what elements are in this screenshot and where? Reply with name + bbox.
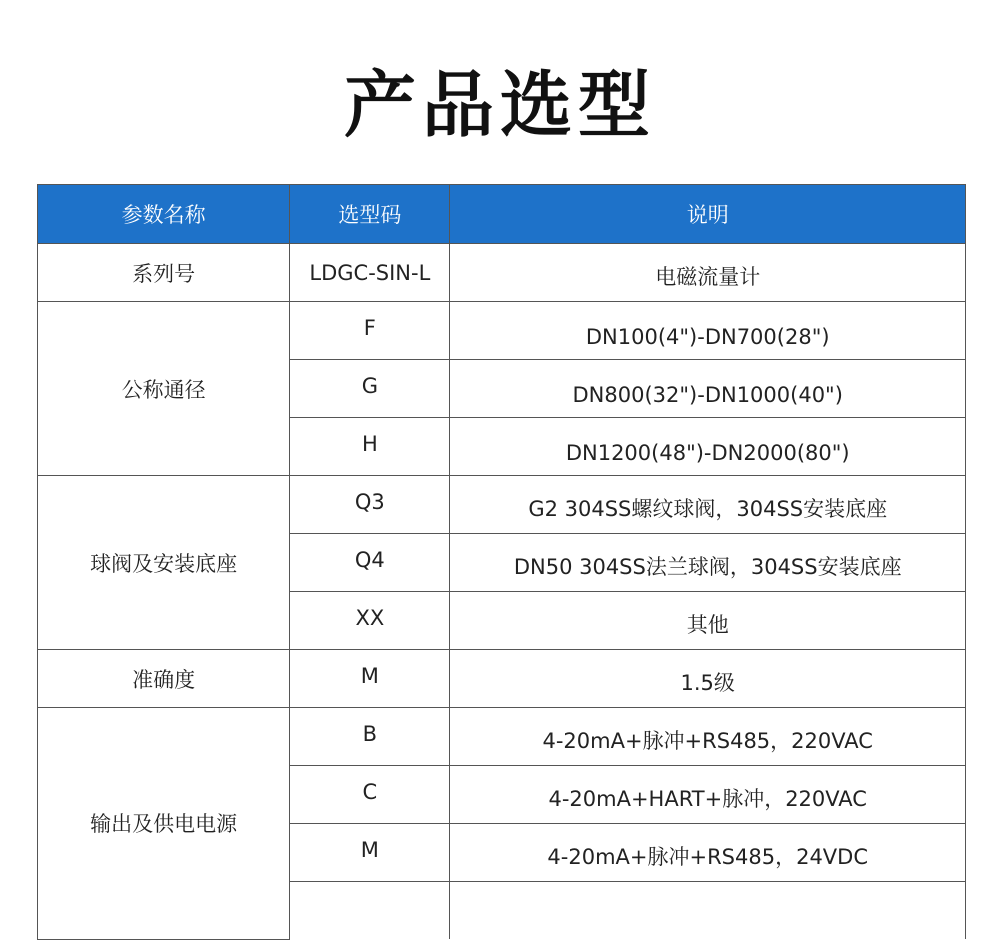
desc-cell: DN100(4")-DN700(28")	[450, 302, 966, 360]
code-cell	[290, 882, 450, 940]
code-cell: XX	[290, 592, 450, 650]
param-cell: 球阀及安装底座	[38, 476, 290, 650]
table-row	[38, 650, 966, 708]
header-param: 参数名称	[38, 185, 290, 244]
table-row	[38, 476, 966, 534]
desc-cell: 4-20mA+HART+脉冲，220VAC	[450, 766, 966, 824]
desc-cell: 4-20mA+脉冲+RS485，220VAC	[450, 708, 966, 766]
code-cell: H	[290, 418, 450, 476]
param-cell: 准确度	[38, 650, 290, 708]
desc-cell: 4-20mA+脉冲+RS485，24VDC	[450, 824, 966, 882]
desc-cell: 1.5级	[450, 650, 966, 708]
table-row	[38, 708, 966, 766]
desc-cell	[450, 882, 966, 940]
code-cell: F	[290, 302, 450, 360]
code-cell: Q3	[290, 476, 450, 534]
spec-table-container	[37, 184, 966, 940]
code-cell: M	[290, 824, 450, 882]
spec-table	[37, 184, 966, 940]
desc-cell: 其他	[450, 592, 966, 650]
param-cell: 输出及供电电源	[38, 708, 290, 940]
code-cell: Q4	[290, 534, 450, 592]
desc-cell: DN800(32")-DN1000(40")	[450, 360, 966, 418]
desc-cell: DN50 304SS法兰球阀，304SS安装底座	[450, 534, 966, 592]
param-cell: 公称通径	[38, 302, 290, 476]
table-row	[38, 244, 966, 302]
table-row	[38, 302, 966, 360]
code-cell: B	[290, 708, 450, 766]
code-cell: C	[290, 766, 450, 824]
header-code: 选型码	[290, 185, 450, 244]
page-title: 产品选型	[343, 63, 656, 147]
desc-cell: DN1200(48")-DN2000(80")	[450, 418, 966, 476]
desc-cell: 电磁流量计	[450, 244, 966, 302]
table-header-row	[38, 185, 966, 244]
code-cell: G	[290, 360, 450, 418]
header-desc: 说明	[450, 185, 966, 244]
desc-cell: G2 304SS螺纹球阀，304SS安装底座	[450, 476, 966, 534]
param-cell: 系列号	[38, 244, 290, 302]
code-cell: LDGC-SIN-L	[290, 244, 450, 302]
code-cell: M	[290, 650, 450, 708]
